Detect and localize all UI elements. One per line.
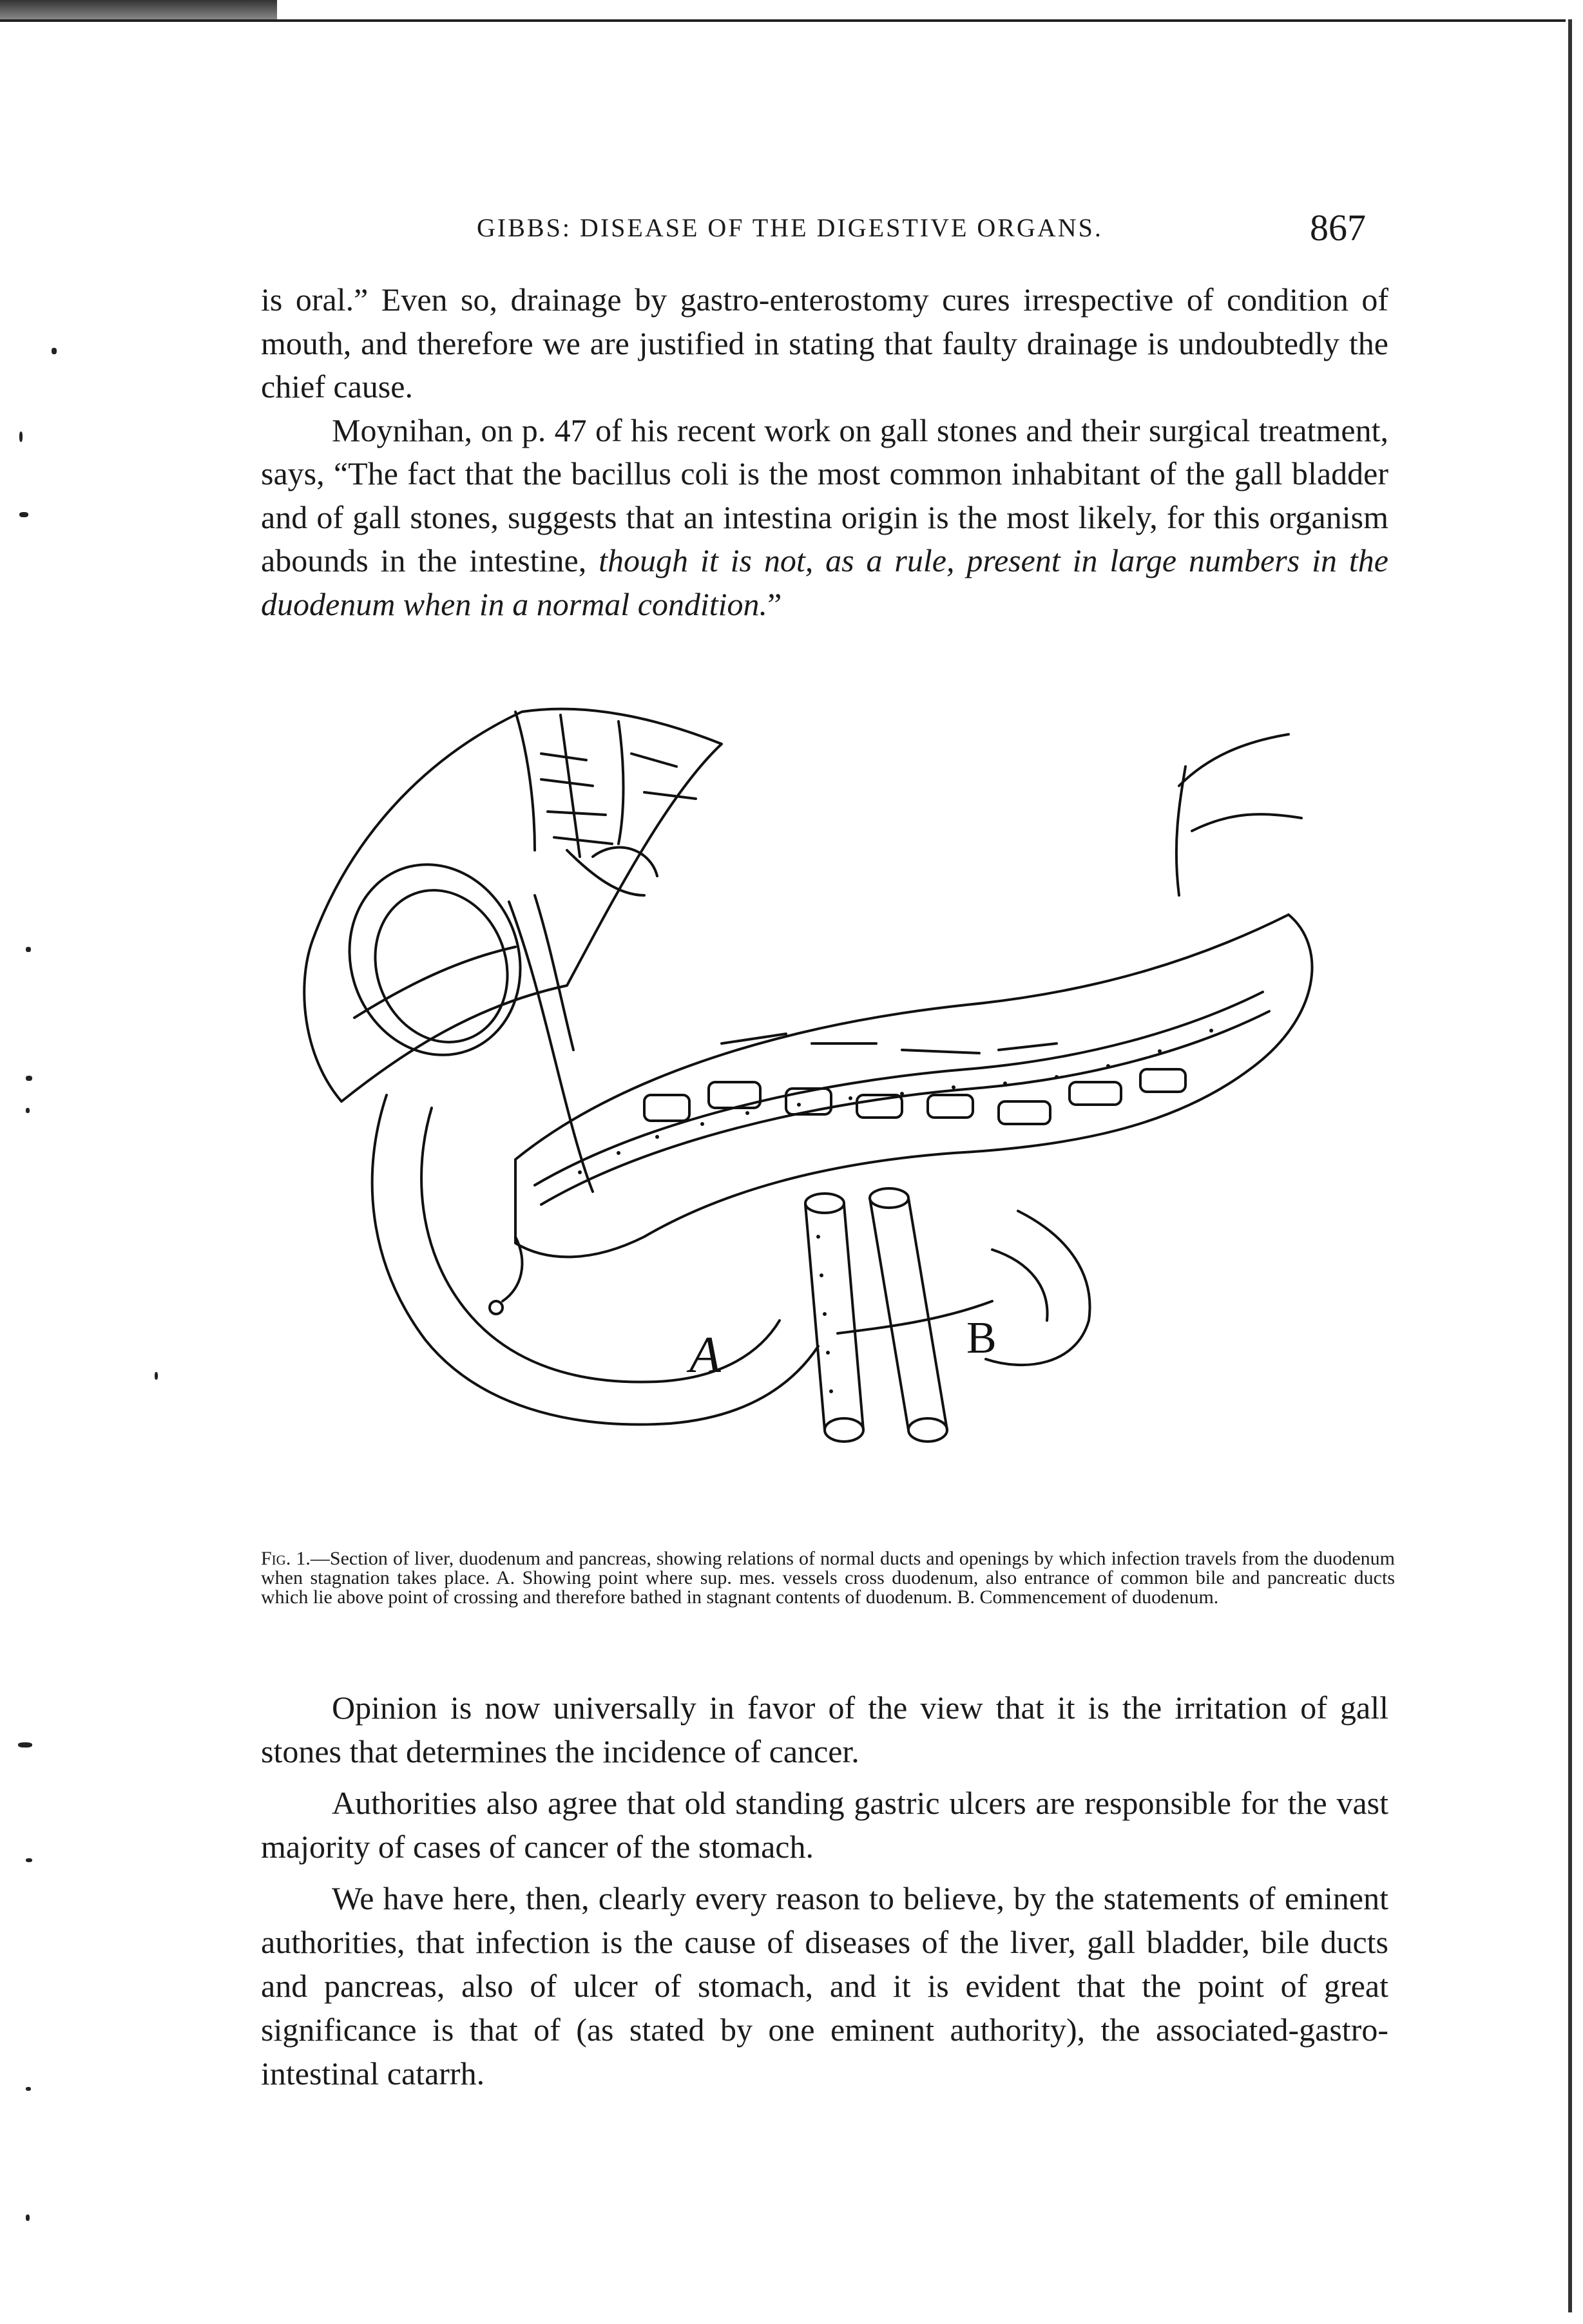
figure-label-a: A xyxy=(689,1327,721,1384)
figure-drawing xyxy=(258,683,1392,1539)
margin-speck xyxy=(26,947,31,952)
margin-speck xyxy=(155,1372,158,1380)
margin-speck xyxy=(19,512,28,517)
running-head xyxy=(271,206,1366,251)
scan-edge-top xyxy=(0,0,1566,22)
margin-speck xyxy=(26,2214,30,2221)
figure-label-b: B xyxy=(966,1313,997,1363)
margin-speck xyxy=(18,1742,32,1748)
paragraph xyxy=(261,409,1388,627)
caption-label: Fig. 1. xyxy=(261,1548,311,1569)
paragraph: Authorities also agree that old standing gastric ulcers are responsible for the vast majority of cases of cancer of the stomach. xyxy=(261,1785,1388,1865)
pancreas-outline xyxy=(515,915,1312,1257)
scan-edge-right xyxy=(1568,19,1572,2312)
margin-speck xyxy=(26,1858,32,1862)
paragraph-text: Moynihan, on p. 47 of his recent work on gall stones and their surgical treatment, says, “The fact that the bacillus coli is the most common inhabitant of the gall bladder and of gall stones, suggests that an intestina origin is the most likely, for this organism abounds in the intestine, xyxy=(261,412,1388,578)
paragraph: Opinion is now universally in favor of the view that it is the irritation of gall stones that determines the incidence of cancer. xyxy=(261,1690,1388,1769)
closing-quote: ” xyxy=(767,586,782,622)
duodenum-outline xyxy=(372,1095,818,1424)
margin-speck xyxy=(26,1076,32,1081)
gall-bladder xyxy=(323,841,547,1080)
margin-speck xyxy=(26,2087,31,2091)
page-number: 867 xyxy=(1310,207,1366,249)
body-text-bottom xyxy=(261,1686,1388,2095)
margin-speck xyxy=(52,348,57,354)
running-title: GIBBS: DISEASE OF THE DIGESTIVE ORGANS. xyxy=(477,213,1103,242)
paragraph: is oral.” Even so, drainage by gastro-enterostomy cures irrespective of condition of mouth, and therefore we are justified in stating that faulty drainage is undoubtedly the chief cause. xyxy=(261,281,1388,405)
vessel-tube-b xyxy=(870,1198,947,1430)
vessel-tube-a xyxy=(805,1205,863,1430)
body-text-top xyxy=(261,278,1388,626)
italic-quote: though it is not, as a rule, present in large numbers in the duodenum when in a normal condition. xyxy=(261,542,1388,622)
liver-outline xyxy=(304,709,722,1101)
caption-text: —Section of liver, duodenum and pancreas, showing relations of normal ducts and openings by which infection travels from the duodenum when stagnation takes place. A. Showing point where sup. mes. vessels cross duodenum, also entrance of common bile and pancreatic ducts which lie above point of crossing and therefore bathed in stagnant contents of duodenum. B. Commencement of duodenum. xyxy=(261,1548,1396,1608)
paragraph: We have here, then, clearly every reason to believe, by the statements of eminent authorities, that infection is the cause of diseases of the liver, gall bladder, bile ducts and pancreas, also of ulcer of stomach, and it is evident that the point of great significance is that of (as stated by one eminent authority), the associated-gastro-intestinal catarrh. xyxy=(261,1880,1388,2091)
margin-speck xyxy=(26,1108,30,1113)
margin-speck xyxy=(19,432,23,442)
figure-caption xyxy=(261,1549,1395,1607)
anatomical-figure xyxy=(258,683,1392,1539)
